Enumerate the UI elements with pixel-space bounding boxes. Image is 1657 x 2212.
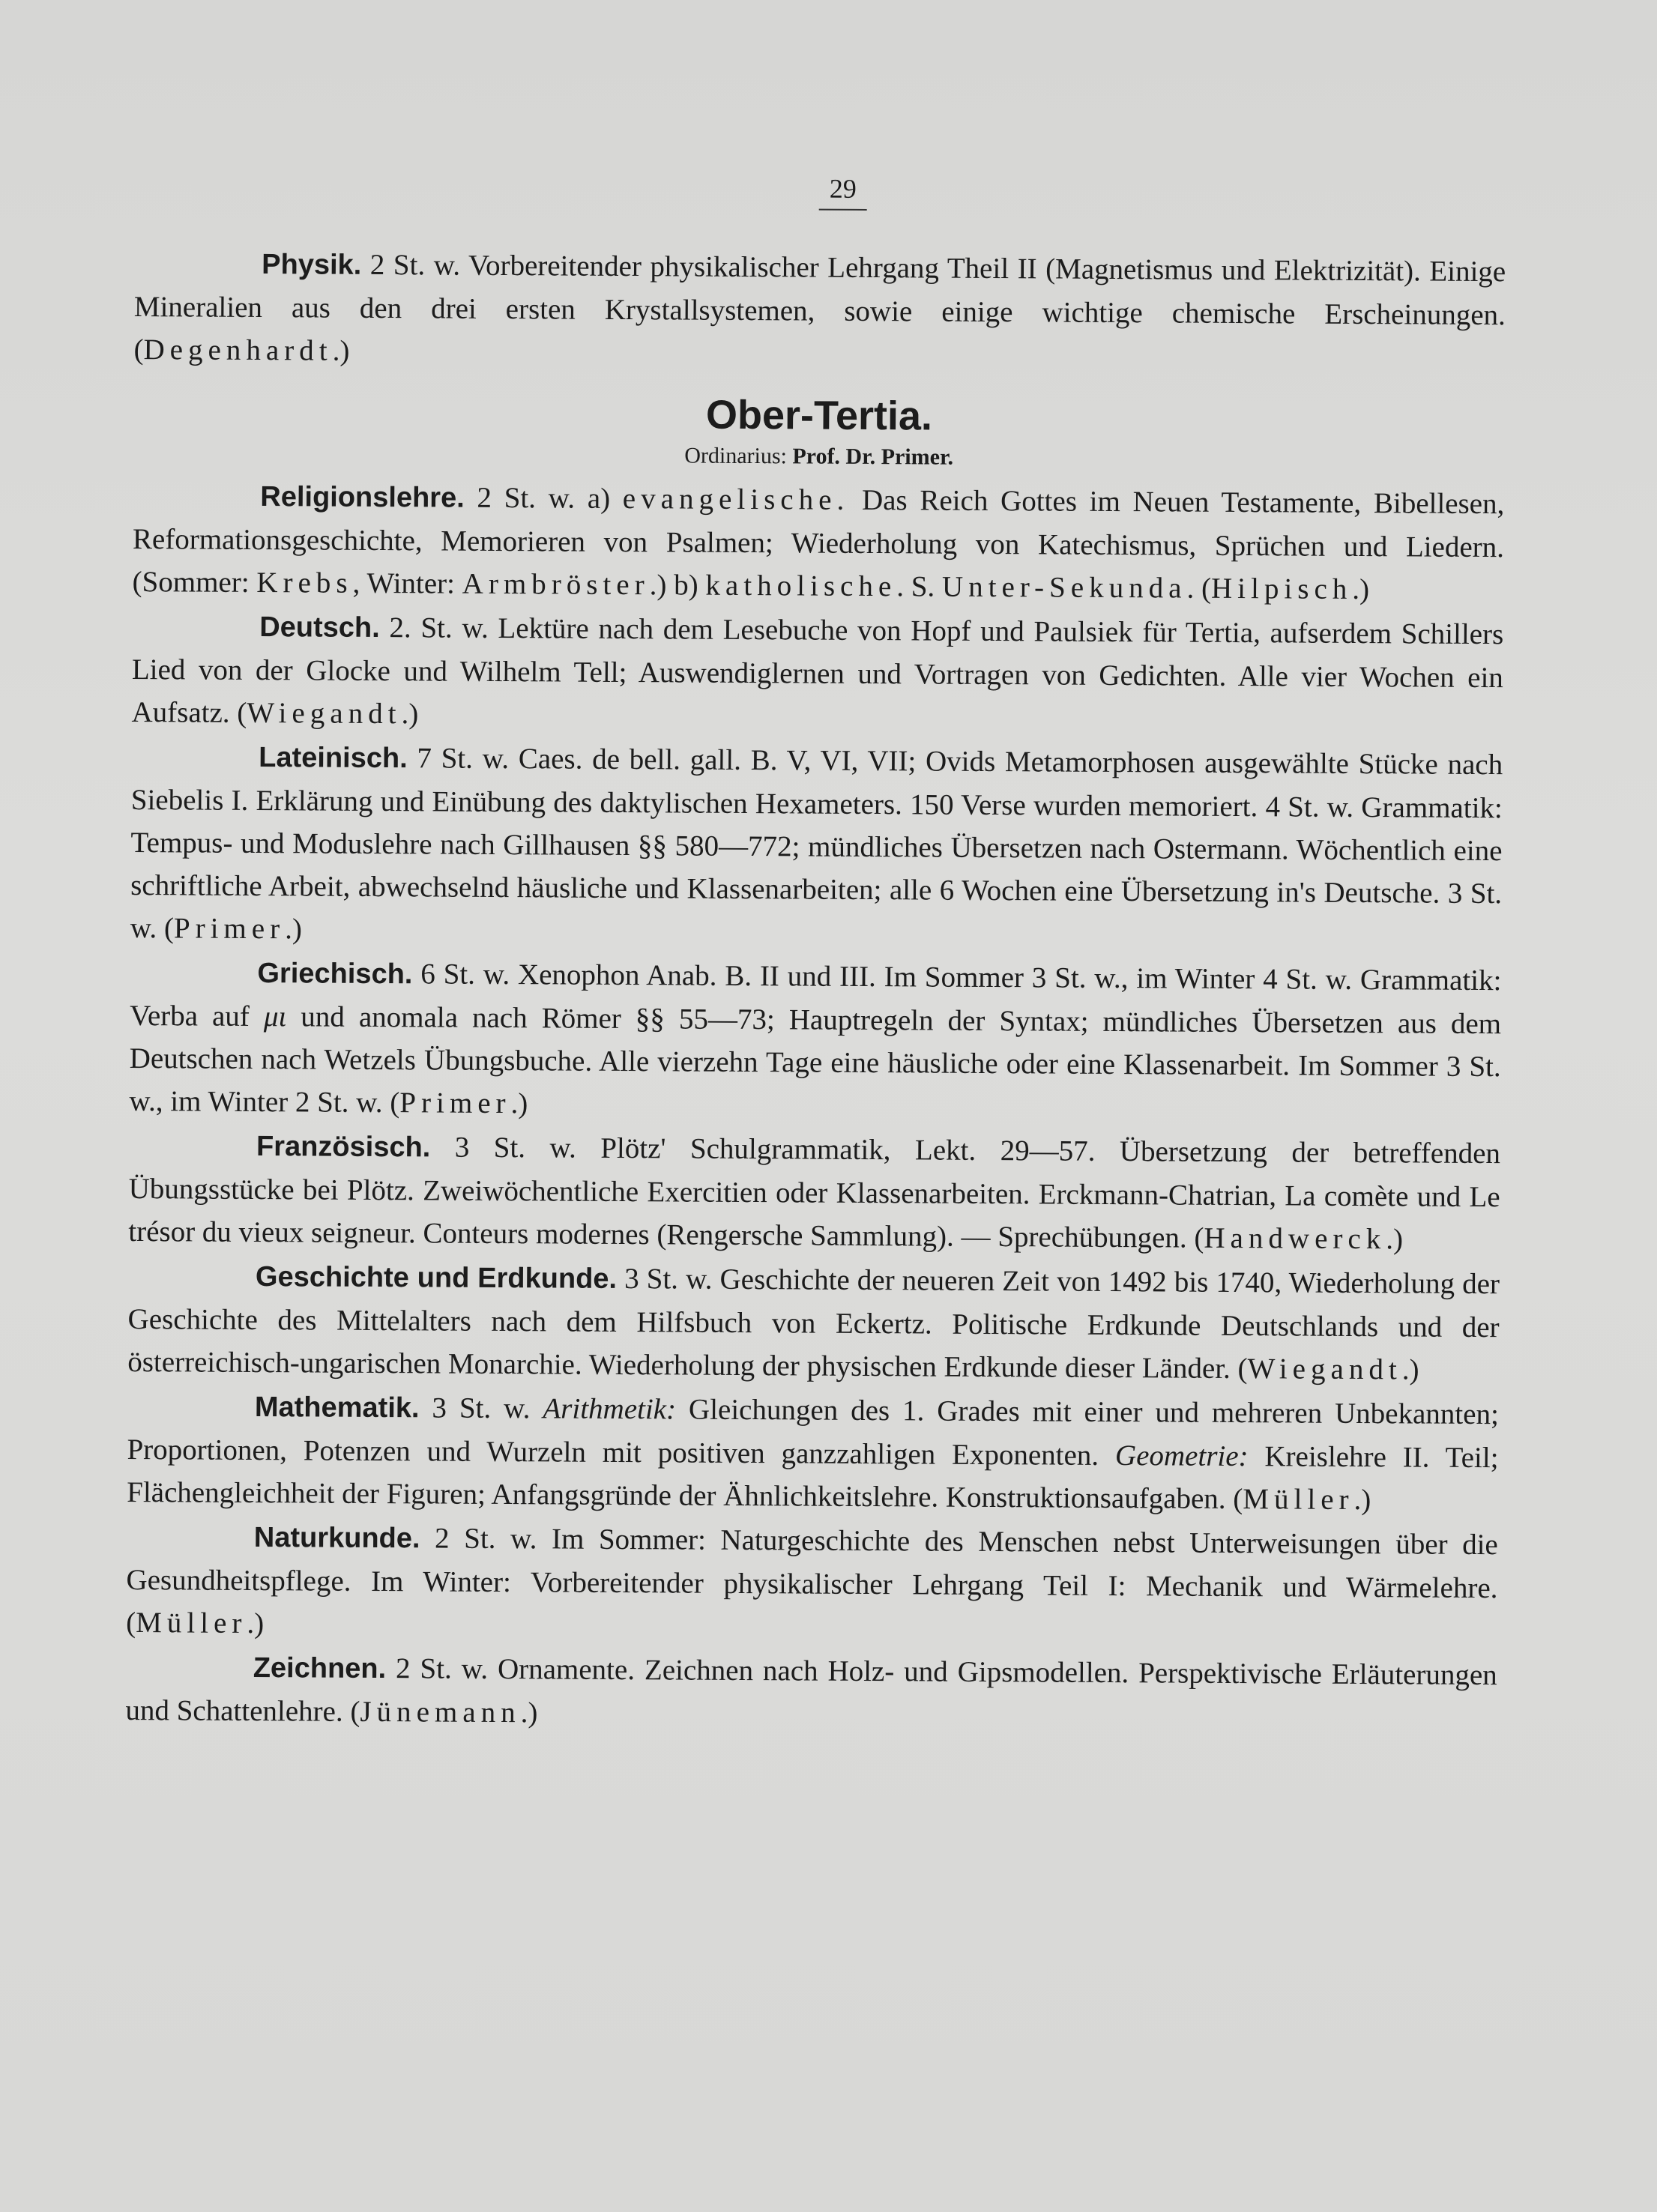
teacher-name: Krebs <box>256 566 353 599</box>
subject-label: Deutsch. <box>259 611 380 644</box>
teacher-name: Armbröster <box>462 567 650 602</box>
teacher-name: Primer <box>173 912 286 946</box>
subject-label: Naturkunde. <box>253 1522 420 1555</box>
teacher-name: Primer <box>399 1087 511 1120</box>
teacher-name: Degenhardt <box>143 333 333 367</box>
teacher-name: Müller <box>1243 1483 1354 1516</box>
entry-mathematik: Mathematik. 3 St. w. Arithmetik: Gleichungen des 1. Grades mit einer und mehreren Unbekannten; Proportionen, Potenzen und Wurzeln mit positiven ganzzahligen Exponenten. Geometrie: Kreislehre II. Teil; Flächengleichheit der Figuren; Anfangsgründe der Ähnlichkeitslehre. Konstruktionsaufgaben. (Müller.) <box>127 1391 1499 1517</box>
subject-label: Französisch. <box>256 1131 431 1164</box>
section-title: Ober-Tertia. <box>705 392 933 439</box>
teacher-name: Müller <box>136 1607 247 1640</box>
subject-label: Geschichte und Erdkunde. <box>255 1261 618 1295</box>
entry-naturkunde: Naturkunde. 2 St. w. Im Sommer: Naturgeschichte des Menschen nebst Unterweisungen über die Gesundheitspflege. Im Winter: Vorbereitender physikalischer Lehrgang Teil I: Mechanik und Wärmelehre. (Müller.) <box>126 1522 1498 1640</box>
teacher-name: Wiegandt <box>247 696 402 731</box>
entry-lateinisch: Lateinisch. 7 St. w. Caes. de bell. gall. B. V, VI, VII; Ovids Metamorphosen ausgewählte Stücke nach Siebelis I. Erklärung und Einübung des daktylischen Hexameters. 150 Verse wurden memoriert. 4 St. w. Grammatik: Tempus- und Moduslehre nach Gillhausen §§ 580—772; mündliches Übersetzen nach Ostermann. Wöchentlich eine schriftliche Arbeit, abwechselnd häusliche und Klassenarbeiten; alle 6 Wochen eine Übersetzung in's Deutsche. 3 St. w. (Primer.) <box>130 742 1503 946</box>
teacher-name: Wiegandt <box>1247 1353 1402 1386</box>
subject-label: Mathematik. <box>254 1391 420 1424</box>
page-number: 29 <box>180 169 1506 214</box>
entry-franzoesisch: Französisch. 3 St. w. Plötz' Schulgrammatik, Lekt. 29—57. Übersetzung der betreffenden Übungsstücke bei Plötz. Zweiwöchentliche Exercitien oder Klassenarbeiten. Erckmann-Chatrian, La comète und Le trésor du vieux seigneur. Conteurs modernes (Rengersche Sammlung). — Sprechübungen. (Handwerck.) <box>128 1131 1501 1256</box>
entry-text: 2 St. w. Vorbereitender physikalischer Lehrgang Theil II (Magnetismus und Elektrizität). Einige Mineralien aus den drei ersten Krystallsystemen, sowie einige wichtige chemische Erscheinungen. ( <box>133 248 1506 366</box>
subject-label: Griechisch. <box>257 958 413 991</box>
ordinarius-line: Ordinarius: Prof. Dr. Primer. <box>684 443 954 470</box>
entry-physik: Physik. 2 St. w. Vorbereitender physikalischer Lehrgang Theil II (Magnetismus und Elektrizität). Einige Mineralien aus den drei ersten Krystallsystemen, sowie einige wichtige chemische Erscheinungen. (Degenhardt.) <box>133 248 1506 367</box>
teacher-name: Hilpisch <box>1210 572 1353 605</box>
teacher-name: Jünemann <box>360 1695 521 1729</box>
subject-label: Physik. <box>262 249 362 281</box>
subject-label: Religionslehre. <box>260 481 465 514</box>
entry-religionslehre: Religionslehre. 2 St. w. a) evangelische. Das Reich Gottes im Neuen Testamente, Bibellesen, Reformationsgeschichte, Memorieren von Psalmen; Wiederholung von Katechismus, Sprüchen und Liedern. (Sommer: Krebs, Winter: Armbröster.) b) katholische. S. Unter-Sekunda. (Hilpisch.) <box>132 481 1505 606</box>
entry-griechisch: Griechisch. 6 St. w. Xenophon Anab. B. II und III. Im Sommer 3 St. w., im Winter 4 St. w. Grammatik: Verba auf μι und anomala nach Römer §§ 55—73; Hauptregeln der Syntax; mündliches Übersetzen aus dem Deutschen nach Wetzels Übungsbuche. Alle vierzehn Tage eine häusliche oder eine Klassenarbeit. Im Sommer 3 St. w., im Winter 2 St. w. (Primer.) <box>129 958 1502 1120</box>
subject-label: Zeichnen. <box>253 1652 387 1685</box>
text-block <box>125 169 1506 1741</box>
entry-zeichnen: Zeichnen. 2 St. w. Ornamente. Zeichnen nach Holz- und Gipsmodellen. Perspektivische Erläuterungen und Schattenlehre. (Jünemann.) <box>125 1652 1497 1729</box>
teacher-name: Handwerck <box>1204 1221 1386 1256</box>
subject-label: Lateinisch. <box>259 742 408 775</box>
entry-deutsch: Deutsch. 2. St. w. Lektüre nach dem Lesebuche von Hopf und Paulsiek für Tertia, aufserdem Schillers Lied von der Glocke und Wilhelm Tell; Auswendiglernen und Vortragen von Gedichten. Alle vier Wochen ein Aufsatz. (Wiegandt.) <box>131 611 1504 731</box>
ordinarius-name: Prof. Dr. Primer. <box>792 444 954 470</box>
entry-geschichte-erdkunde: Geschichte und Erdkunde. 3 St. w. Geschichte der neueren Zeit von 1492 bis 1740, Wiederholung der Geschichte des Mittelalters nach dem Hilfsbuch von Eckertz. Politische Erdkunde Deutschlands und der österreichisch-ungarischen Monarchie. Wiederholung der physischen Erdkunde dieser Länder. (Wiegandt.) <box>127 1261 1500 1386</box>
